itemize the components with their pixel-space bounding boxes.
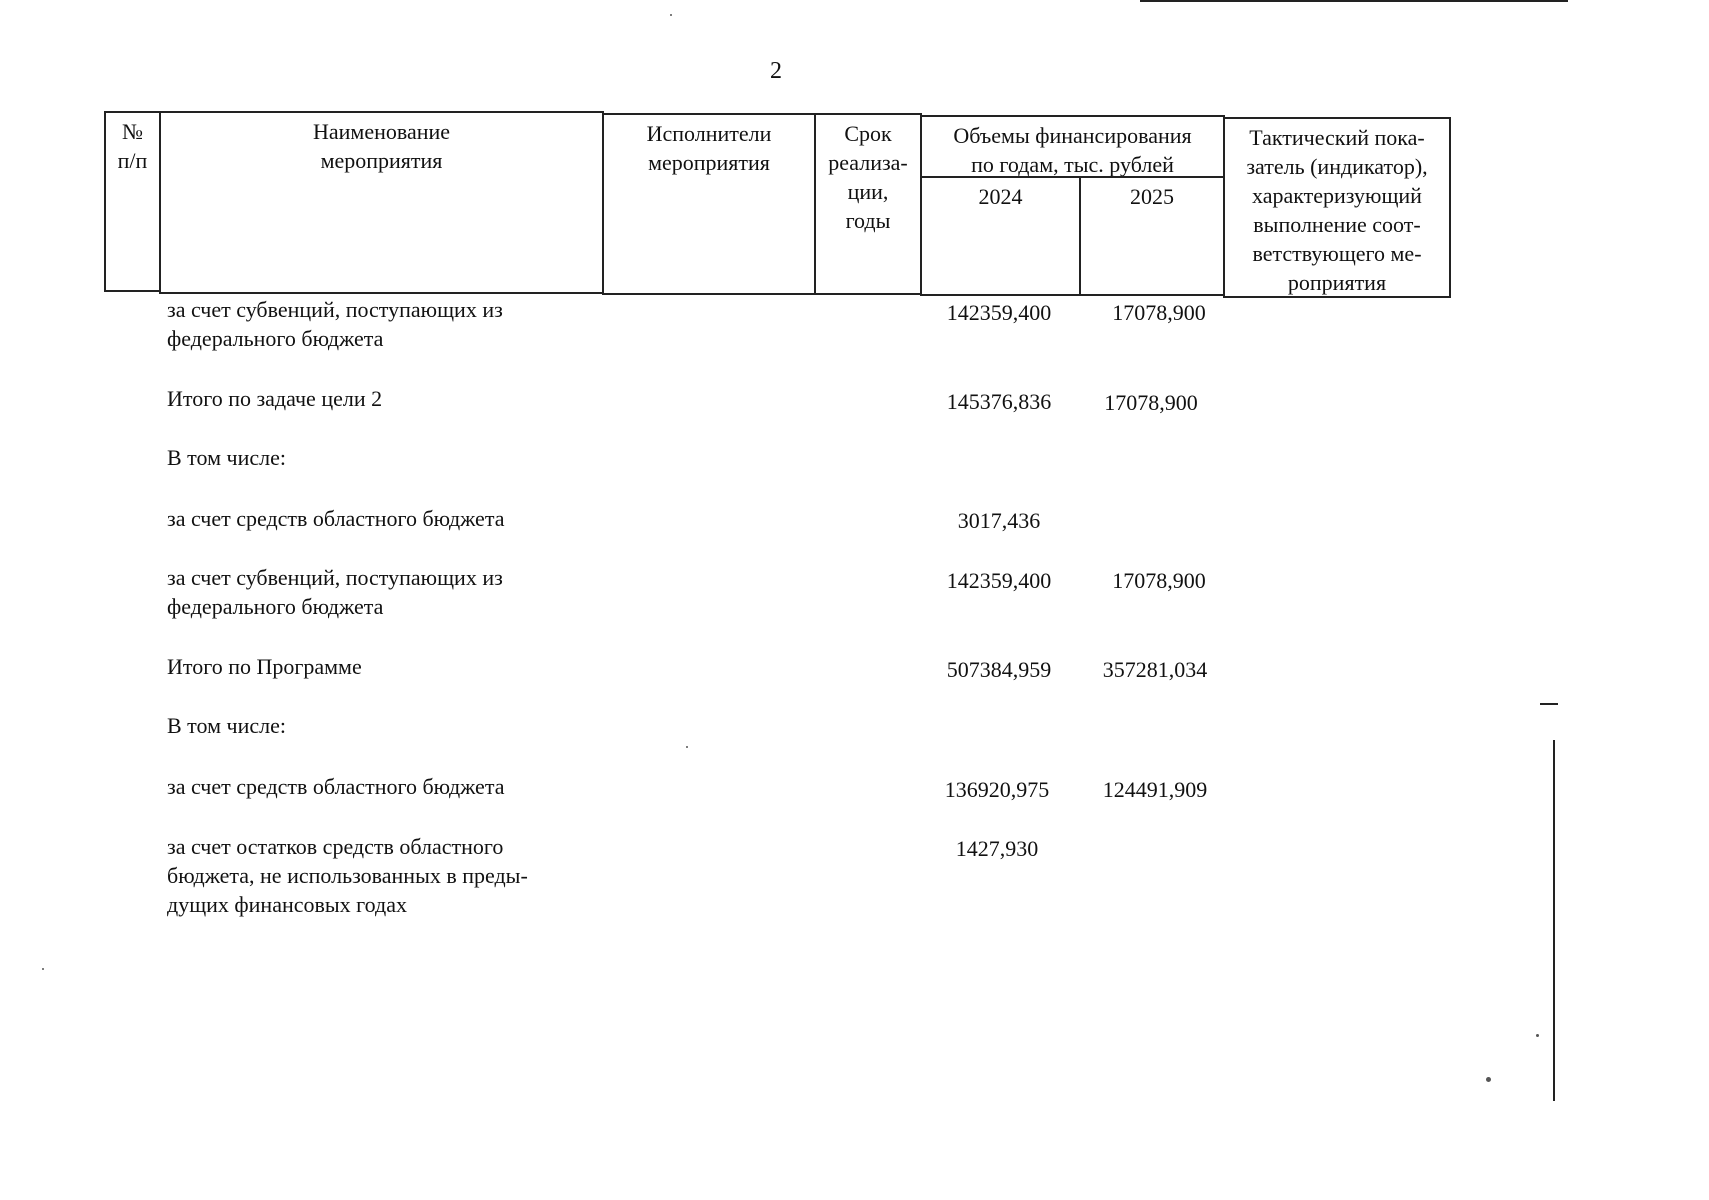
- table-row: [167, 711, 286, 740]
- value-2025: 17078,900: [1112, 568, 1206, 593]
- value-2024: 136920,975: [944, 777, 1050, 802]
- value-2024: 1427,930: [955, 836, 1039, 861]
- header-col-term: [814, 113, 922, 295]
- header-text: Срок: [844, 121, 892, 146]
- value-2024: 142359,400: [946, 568, 1052, 593]
- header-text: Наименование: [312, 119, 451, 144]
- row-label-line: за счет средств областного бюджета: [167, 506, 505, 531]
- header-col-executors: [602, 113, 816, 295]
- table-row: [167, 652, 362, 681]
- value-2024: 507384,959: [946, 657, 1052, 682]
- row-label-line: Итого по задаче цели 2: [167, 386, 383, 411]
- header-text: Исполнители: [646, 121, 772, 146]
- scan-mark: [1540, 703, 1558, 705]
- value-2024: 142359,400: [946, 300, 1052, 325]
- table-row: [167, 772, 504, 801]
- header-col-name: [159, 111, 604, 294]
- scan-speck: [1536, 1034, 1539, 1037]
- header-col-indicator: [1223, 117, 1451, 298]
- header-text: п/п: [117, 148, 148, 173]
- value-2025: 124491,909: [1102, 777, 1208, 802]
- header-text: затель (индикатор),: [1246, 154, 1428, 179]
- row-label-line: федерального бюджета: [167, 326, 384, 351]
- row-label-line: В том числе:: [167, 445, 286, 470]
- row-label-line: за счет остатков средств областного: [167, 834, 504, 859]
- row-label-line: Итого по Программе: [167, 654, 362, 679]
- row-label-line: бюджета, не использованных в преды-: [167, 863, 528, 888]
- header-col-number: [104, 111, 161, 292]
- row-label-line: за счет средств областного бюджета: [167, 774, 505, 799]
- value-2025: 357281,034: [1102, 657, 1208, 682]
- table-row: [167, 563, 503, 621]
- header-text: №: [122, 119, 143, 144]
- table-header: [104, 111, 1451, 297]
- header-col-funding: [920, 115, 1225, 178]
- table-row: [167, 443, 286, 472]
- value-2025: 17078,900: [1104, 390, 1198, 415]
- scan-speck: [686, 746, 688, 748]
- header-text: Объемы финансирования: [953, 123, 1192, 148]
- row-label-line: дущих финансовых годах: [167, 892, 407, 917]
- header-text: мероприятия: [648, 150, 770, 175]
- header-text: 2025: [1130, 184, 1174, 209]
- page-number: 2: [770, 58, 782, 84]
- header-text: Тактический пока-: [1249, 125, 1425, 150]
- value-2025: 17078,900: [1112, 300, 1206, 325]
- row-label-line: В том числе:: [167, 713, 286, 738]
- row-label-line: за счет субвенций, поступающих из: [167, 297, 503, 322]
- value-2024: 3017,436: [957, 508, 1041, 533]
- header-year-2025: [1079, 176, 1225, 296]
- header-text: выполнение соот-: [1253, 212, 1421, 237]
- header-text: роприятия: [1287, 270, 1387, 295]
- scan-speck: [1486, 1077, 1491, 1082]
- header-text: по годам, тыс. рублей: [971, 152, 1174, 177]
- header-text: 2024: [978, 184, 1023, 209]
- table-row: [167, 295, 503, 353]
- header-text: мероприятия: [320, 148, 443, 173]
- header-text: ветствующего ме-: [1252, 241, 1422, 266]
- scan-edge-line: [1140, 0, 1568, 2]
- table-row: [167, 504, 504, 533]
- scan-edge-line: [1553, 740, 1555, 1101]
- scan-speck: [42, 968, 44, 970]
- header-year-2024: [920, 176, 1081, 296]
- header-text: характеризующий: [1252, 183, 1422, 208]
- row-label-line: федерального бюджета: [167, 594, 384, 619]
- row-label-line: за счет субвенций, поступающих из: [167, 565, 503, 590]
- value-2024: 145376,836: [946, 389, 1052, 414]
- table-row: [167, 384, 382, 413]
- scan-speck: [670, 14, 672, 16]
- header-text: годы: [845, 208, 891, 233]
- header-text: ции,: [847, 179, 889, 204]
- header-text: реализа-: [828, 150, 908, 175]
- table-row: [167, 832, 528, 919]
